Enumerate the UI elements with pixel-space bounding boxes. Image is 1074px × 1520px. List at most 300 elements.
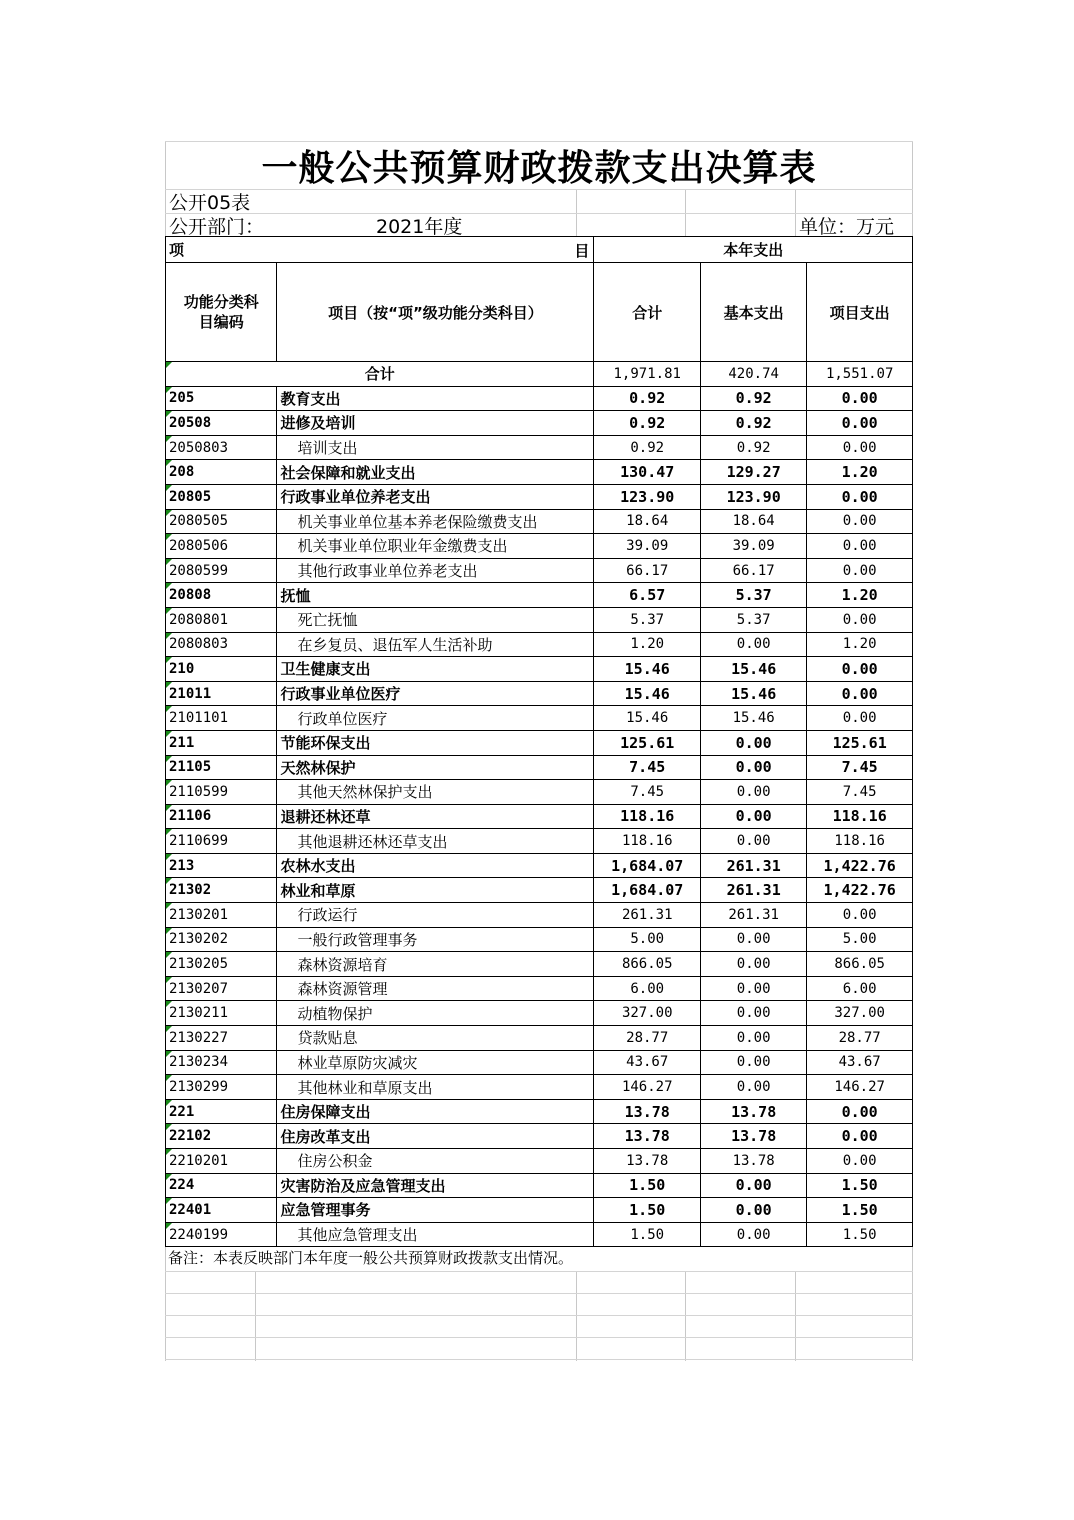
table-row	[166, 632, 913, 657]
cell-marker-icon	[166, 829, 172, 835]
row-basic: 66.17	[701, 558, 807, 583]
table-row	[166, 607, 913, 632]
row-code	[166, 558, 277, 583]
row-total: 15.46	[594, 681, 701, 706]
row-basic: 0.92	[701, 386, 807, 411]
row-code-text: 2130207	[169, 980, 229, 997]
row-name: 林业和草原	[277, 878, 594, 903]
row-project: 0.00	[807, 386, 913, 411]
row-total: 5.00	[594, 927, 701, 952]
row-code	[166, 460, 277, 485]
row-name: 其他退耕还林还草支出	[277, 829, 594, 854]
row-project: 866.05	[807, 952, 913, 977]
row-code	[166, 878, 277, 903]
row-basic: 0.00	[701, 1222, 807, 1247]
row-total: 1.50	[594, 1222, 701, 1247]
cell-marker-icon	[166, 706, 172, 712]
table-row	[166, 386, 913, 411]
row-name: 死亡抚恤	[277, 607, 594, 632]
row-total: 261.31	[594, 903, 701, 928]
row-code-text: 213	[169, 857, 195, 874]
row-code	[166, 681, 277, 706]
row-code-text: 2130211	[169, 1005, 229, 1022]
row-basic: 0.00	[701, 1050, 807, 1075]
row-code-text: 211	[169, 734, 195, 751]
table-row	[166, 1001, 913, 1026]
row-total: 13.78	[594, 1099, 701, 1124]
cell-marker-icon	[166, 657, 172, 663]
row-total: 13.78	[594, 1149, 701, 1174]
cell-marker-icon	[166, 928, 172, 934]
row-code	[166, 657, 277, 682]
row-total: 1.50	[594, 1173, 701, 1198]
header-annual: 本年支出	[594, 237, 913, 263]
row-total: 5.37	[594, 607, 701, 632]
header-total: 合计	[594, 263, 701, 362]
row-basic: 18.64	[701, 509, 807, 534]
grid-line	[165, 1293, 913, 1294]
row-code-text: 221	[169, 1103, 195, 1120]
row-basic: 0.00	[701, 952, 807, 977]
table-row	[166, 878, 913, 903]
row-code-text: 22102	[169, 1128, 212, 1145]
row-total: 118.16	[594, 804, 701, 829]
row-code-text: 2050803	[169, 439, 229, 456]
cell-marker-icon	[166, 387, 172, 393]
row-code-text: 2130227	[169, 1029, 229, 1046]
cell-marker-icon	[166, 436, 172, 442]
row-project: 1.50	[807, 1173, 913, 1198]
row-name: 森林资源培育	[277, 952, 594, 977]
row-total: 0.92	[594, 386, 701, 411]
row-code-text: 2080801	[169, 611, 229, 628]
row-code	[166, 976, 277, 1001]
cell-marker-icon	[166, 682, 172, 688]
row-total: 1.20	[594, 632, 701, 657]
row-code-text: 2080506	[169, 537, 229, 554]
cell-marker-icon	[166, 411, 172, 417]
row-project: 0.00	[807, 411, 913, 436]
row-basic: 0.00	[701, 1026, 807, 1051]
cell-marker-icon	[166, 756, 172, 762]
spreadsheet-page	[165, 141, 913, 1361]
row-basic: 0.00	[701, 1173, 807, 1198]
row-project: 5.00	[807, 927, 913, 952]
table-row	[166, 435, 913, 460]
grid-line	[795, 1271, 796, 1361]
row-basic: 0.00	[701, 780, 807, 805]
row-project: 0.00	[807, 681, 913, 706]
cell-marker-icon	[166, 510, 172, 516]
row-name: 社会保障和就业支出	[277, 460, 594, 485]
row-total: 0.92	[594, 435, 701, 460]
row-name: 天然林保护	[277, 755, 594, 780]
row-code-text: 2080505	[169, 513, 229, 530]
total-label-text: 合计	[364, 365, 395, 384]
row-code	[166, 927, 277, 952]
row-project: 43.67	[807, 1050, 913, 1075]
row-name: 在乡复员、退伍军人生活补助	[277, 632, 594, 657]
row-name: 行政事业单位医疗	[277, 681, 594, 706]
table-row	[166, 411, 913, 436]
row-code	[166, 484, 277, 509]
row-code-text: 2130205	[169, 956, 229, 973]
row-project: 0.00	[807, 1099, 913, 1124]
row-total: 1.50	[594, 1198, 701, 1223]
row-project: 327.00	[807, 1001, 913, 1026]
table-row	[166, 1050, 913, 1075]
row-code	[166, 435, 277, 460]
row-code-text: 205	[169, 390, 195, 407]
row-code	[166, 1026, 277, 1051]
row-project: 0.00	[807, 903, 913, 928]
header-item-name: 项目（按“项”级功能分类科目）	[277, 263, 594, 362]
row-total: 15.46	[594, 657, 701, 682]
row-code	[166, 1173, 277, 1198]
row-total: 118.16	[594, 829, 701, 854]
table-row	[166, 1075, 913, 1100]
table-row	[166, 706, 913, 731]
row-code	[166, 1001, 277, 1026]
table-row	[166, 583, 913, 608]
row-basic: 0.00	[701, 730, 807, 755]
row-name: 培训支出	[277, 435, 594, 460]
table-body	[166, 362, 913, 1247]
row-total: 13.78	[594, 1124, 701, 1149]
row-basic: 0.92	[701, 411, 807, 436]
row-project: 0.00	[807, 534, 913, 559]
row-project: 0.00	[807, 509, 913, 534]
cell-marker-icon	[166, 608, 172, 614]
row-code	[166, 804, 277, 829]
grid-line	[576, 1271, 577, 1361]
row-total: 39.09	[594, 534, 701, 559]
row-basic: 15.46	[701, 657, 807, 682]
row-code	[166, 632, 277, 657]
table-row	[166, 780, 913, 805]
row-name: 住房保障支出	[277, 1099, 594, 1124]
row-code-text: 224	[169, 1177, 195, 1194]
cell-marker-icon	[166, 878, 172, 884]
row-code-text: 2080599	[169, 562, 229, 579]
row-name: 教育支出	[277, 386, 594, 411]
row-name: 其他行政事业单位养老支出	[277, 558, 594, 583]
total-row	[166, 362, 913, 387]
header-xiang: 项	[169, 241, 185, 259]
row-code	[166, 534, 277, 559]
cell-marker-icon	[166, 633, 172, 639]
row-project: 6.00	[807, 976, 913, 1001]
total-label	[166, 362, 594, 387]
row-code	[166, 1124, 277, 1149]
row-total: 0.92	[594, 411, 701, 436]
row-project: 118.16	[807, 804, 913, 829]
row-project: 118.16	[807, 829, 913, 854]
row-name: 一般行政管理事务	[277, 927, 594, 952]
row-name: 农林水支出	[277, 853, 594, 878]
row-basic: 0.00	[701, 976, 807, 1001]
row-code-text: 20808	[169, 587, 212, 604]
row-project: 1.50	[807, 1198, 913, 1223]
row-name: 林业草原防灾减灾	[277, 1050, 594, 1075]
row-code-text: 210	[169, 660, 195, 677]
row-code	[166, 509, 277, 534]
row-code	[166, 1099, 277, 1124]
row-name: 动植物保护	[277, 1001, 594, 1026]
row-total: 7.45	[594, 780, 701, 805]
row-basic: 0.00	[701, 1075, 807, 1100]
header-mu: 目	[574, 242, 590, 260]
cell-marker-icon	[166, 485, 172, 491]
row-basic: 261.31	[701, 903, 807, 928]
row-basic: 13.78	[701, 1124, 807, 1149]
cell-marker-icon	[166, 1051, 172, 1057]
table-row	[166, 903, 913, 928]
row-project: 1.20	[807, 632, 913, 657]
row-basic: 0.00	[701, 829, 807, 854]
row-basic: 5.37	[701, 583, 807, 608]
row-name: 住房改革支出	[277, 1124, 594, 1149]
row-total: 7.45	[594, 755, 701, 780]
row-code	[166, 583, 277, 608]
row-project: 0.00	[807, 435, 913, 460]
row-name: 机关事业单位基本养老保险缴费支出	[277, 509, 594, 534]
row-code	[166, 780, 277, 805]
row-basic: 13.78	[701, 1149, 807, 1174]
row-code	[166, 607, 277, 632]
row-project: 1.20	[807, 460, 913, 485]
row-code	[166, 853, 277, 878]
table-row	[166, 460, 913, 485]
table-row	[166, 509, 913, 534]
row-project: 0.00	[807, 484, 913, 509]
row-code-text: 21302	[169, 882, 212, 899]
row-name: 灾害防治及应急管理支出	[277, 1173, 594, 1198]
table-row	[166, 484, 913, 509]
table-row	[166, 1222, 913, 1247]
row-project: 1,422.76	[807, 853, 913, 878]
row-code	[166, 1050, 277, 1075]
cell-marker-icon	[166, 903, 172, 909]
row-name: 森林资源管理	[277, 976, 594, 1001]
row-total: 146.27	[594, 1075, 701, 1100]
row-name: 其他天然林保护支出	[277, 780, 594, 805]
table-row	[166, 657, 913, 682]
cell-marker-icon	[166, 1124, 172, 1130]
row-code-text: 2080803	[169, 636, 229, 653]
header-basic: 基本支出	[701, 263, 807, 362]
table-row	[166, 1026, 913, 1051]
cell-marker-icon	[166, 805, 172, 811]
row-basic: 0.00	[701, 755, 807, 780]
row-code-text: 2130201	[169, 906, 229, 923]
row-name: 应急管理事务	[277, 1198, 594, 1223]
table-row	[166, 681, 913, 706]
row-name: 退耕还林还草	[277, 804, 594, 829]
grid-line	[165, 1337, 913, 1338]
row-basic: 261.31	[701, 853, 807, 878]
row-total: 123.90	[594, 484, 701, 509]
row-code-text: 2210201	[169, 1152, 229, 1169]
grid-line	[165, 1271, 913, 1272]
row-code	[166, 952, 277, 977]
row-project: 1,422.76	[807, 878, 913, 903]
row-project: 0.00	[807, 558, 913, 583]
row-code-text: 2130234	[169, 1054, 229, 1071]
cell-marker-icon	[166, 583, 172, 589]
row-code-text: 2101101	[169, 710, 229, 727]
row-total: 866.05	[594, 952, 701, 977]
row-name: 节能环保支出	[277, 730, 594, 755]
row-code-text: 22401	[169, 1201, 212, 1218]
grid-line	[685, 1271, 686, 1361]
row-name: 抚恤	[277, 583, 594, 608]
table-row	[166, 558, 913, 583]
grid-line	[165, 1315, 913, 1316]
row-name: 行政单位医疗	[277, 706, 594, 731]
grid-line	[165, 1359, 913, 1360]
grid-line	[255, 1271, 256, 1361]
grid-line	[165, 213, 913, 214]
table-row	[166, 952, 913, 977]
cell-marker-icon	[166, 1075, 172, 1081]
row-project: 28.77	[807, 1026, 913, 1051]
row-code	[166, 903, 277, 928]
table-row	[166, 730, 913, 755]
row-code-text: 2130202	[169, 931, 229, 948]
row-project: 7.45	[807, 780, 913, 805]
cell-marker-icon	[166, 1026, 172, 1032]
grid-line	[165, 141, 913, 142]
row-code-text: 21105	[169, 759, 212, 776]
unit-label: 单位：万元	[799, 216, 895, 238]
row-code	[166, 1222, 277, 1247]
row-project: 0.00	[807, 1124, 913, 1149]
cell-marker-icon	[166, 977, 172, 983]
table-row	[166, 755, 913, 780]
row-basic: 129.27	[701, 460, 807, 485]
row-code	[166, 706, 277, 731]
department-label: 公开部门：	[169, 216, 265, 238]
row-code	[166, 829, 277, 854]
row-project: 0.00	[807, 607, 913, 632]
row-total: 18.64	[594, 509, 701, 534]
cell-marker-icon	[166, 1001, 172, 1007]
row-project: 146.27	[807, 1075, 913, 1100]
row-code	[166, 1198, 277, 1223]
row-basic: 5.37	[701, 607, 807, 632]
row-project: 7.45	[807, 755, 913, 780]
row-total: 125.61	[594, 730, 701, 755]
cell-marker-icon	[166, 1100, 172, 1106]
row-total: 327.00	[594, 1001, 701, 1026]
cell-marker-icon	[166, 780, 172, 786]
row-total: 130.47	[594, 460, 701, 485]
row-name: 进修及培训	[277, 411, 594, 436]
cell-marker-icon	[166, 460, 172, 466]
total-project: 1,551.07	[807, 362, 913, 387]
row-name: 行政运行	[277, 903, 594, 928]
row-name: 贷款贴息	[277, 1026, 594, 1051]
row-total: 1,684.07	[594, 878, 701, 903]
row-basic: 0.00	[701, 1001, 807, 1026]
table-row	[166, 1099, 913, 1124]
row-code	[166, 386, 277, 411]
cell-marker-icon	[166, 559, 172, 565]
form-number: 公开05表	[169, 192, 251, 214]
header-project: 项目支出	[807, 263, 913, 362]
table-row	[166, 829, 913, 854]
table-row	[166, 1198, 913, 1223]
cell-marker-icon	[166, 854, 172, 860]
row-total: 6.57	[594, 583, 701, 608]
row-project: 1.50	[807, 1222, 913, 1247]
row-name: 住房公积金	[277, 1149, 594, 1174]
row-basic: 39.09	[701, 534, 807, 559]
table-row	[166, 927, 913, 952]
row-total: 15.46	[594, 706, 701, 731]
row-code-text: 20805	[169, 488, 212, 505]
cell-marker-icon	[166, 362, 172, 368]
row-basic: 0.92	[701, 435, 807, 460]
row-code-text: 2110599	[169, 783, 229, 800]
row-name: 其他应急管理支出	[277, 1222, 594, 1247]
row-code	[166, 730, 277, 755]
row-project: 0.00	[807, 1149, 913, 1174]
cell-marker-icon	[166, 1174, 172, 1180]
table-row	[166, 1173, 913, 1198]
table-row	[166, 1149, 913, 1174]
row-basic: 13.78	[701, 1099, 807, 1124]
cell-marker-icon	[166, 952, 172, 958]
row-basic: 0.00	[701, 804, 807, 829]
row-code	[166, 755, 277, 780]
row-code-text: 21011	[169, 685, 212, 702]
row-total: 43.67	[594, 1050, 701, 1075]
row-code-text: 21106	[169, 808, 212, 825]
row-code-text: 20508	[169, 414, 212, 431]
row-basic: 123.90	[701, 484, 807, 509]
header-code: 功能分类科目编码	[166, 263, 277, 362]
row-basic: 15.46	[701, 706, 807, 731]
row-name: 卫生健康支出	[277, 657, 594, 682]
row-project: 0.00	[807, 657, 913, 682]
row-code-text: 2110699	[169, 833, 229, 850]
table-row	[166, 853, 913, 878]
year-label: 2021年度	[376, 216, 463, 238]
row-total: 28.77	[594, 1026, 701, 1051]
row-basic: 0.00	[701, 927, 807, 952]
row-project: 125.61	[807, 730, 913, 755]
row-project: 1.20	[807, 583, 913, 608]
row-code	[166, 411, 277, 436]
row-code	[166, 1149, 277, 1174]
footnote: 备注：本表反映部门本年度一般公共预算财政拨款支出情况。	[168, 1249, 574, 1267]
row-code-text: 208	[169, 464, 195, 481]
row-basic: 0.00	[701, 1198, 807, 1223]
row-basic: 261.31	[701, 878, 807, 903]
expenditure-table	[165, 236, 913, 1247]
row-name: 机关事业单位职业年金缴费支出	[277, 534, 594, 559]
page-title: 一般公共预算财政拨款支出决算表	[261, 148, 817, 189]
total-basic: 420.74	[701, 362, 807, 387]
total-total: 1,971.81	[594, 362, 701, 387]
cell-marker-icon	[166, 534, 172, 540]
cell-marker-icon	[166, 1198, 172, 1204]
table-row	[166, 534, 913, 559]
table-row	[166, 976, 913, 1001]
row-total: 66.17	[594, 558, 701, 583]
